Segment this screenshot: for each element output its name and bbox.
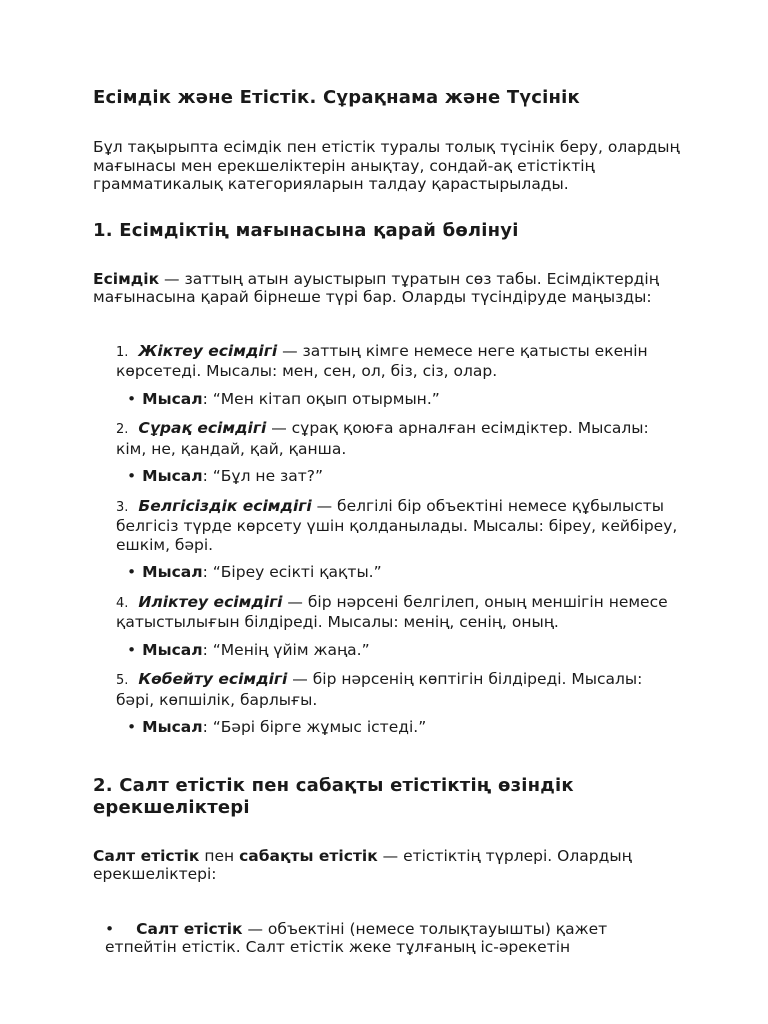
list-item-text <box>93 497 683 555</box>
list-desc: — заттың кімге немесе неге қатысты екенін көрсетеді. Мысалы: мен, сен, ол, біз, сіз, олар. <box>116 341 648 380</box>
section2-text: — етістіктің түрлері. Олардың ерекшеліктері: <box>93 846 632 883</box>
example-text: : “Бәрі бірге жұмыс істеді.” <box>202 718 427 736</box>
document-page <box>93 86 683 957</box>
pronoun-types-list <box>93 342 683 737</box>
section2-paragraph <box>93 847 683 884</box>
list-term: Сұрақ есімдігі <box>138 419 267 437</box>
list-item <box>93 342 683 409</box>
example-line <box>93 718 683 737</box>
bullet-icon: • <box>127 718 137 736</box>
list-item-text <box>93 670 683 709</box>
example-line <box>93 563 683 582</box>
section1-text: — заттың атын ауыстырып тұратын сөз табы. Есімдіктердің мағынасына қарай бірнеше түрі бар. Оларды түсіндіруде маңызды: <box>93 269 659 306</box>
list-number: 4. <box>116 595 129 611</box>
list-item-text <box>93 419 683 458</box>
list-item <box>93 670 683 737</box>
example-text: : “Менің үйім жаңа.” <box>202 640 370 659</box>
list-item-text <box>93 593 683 632</box>
example-text: : “Мен кітап оқып отырмын.” <box>202 389 440 408</box>
page-title: Есімдік және Етістік. Сұрақнама және Түсінік <box>93 87 580 108</box>
example-label: Мысал <box>142 467 203 485</box>
list-item <box>105 920 683 957</box>
list-item <box>93 593 683 660</box>
list-desc: — объектіні (немесе толықтауышты) қажет етпейтін етістік. Салт етістік жеке тұлғаның іс-әрекетін <box>105 919 608 956</box>
example-line <box>93 467 683 486</box>
bullet-icon: • <box>127 467 137 485</box>
example-label: Мысал <box>142 563 203 581</box>
section2-term2: сабақты етістік <box>239 846 378 865</box>
list-desc: — бір нәрсенің көптігін білдіреді. Мысалы: бәрі, көпшілік, барлығы. <box>116 670 643 709</box>
example-label: Мысал <box>142 718 203 736</box>
list-desc: — сұрақ қоюға арналған есімдіктер. Мысалы: кім, не, қандай, қай, қанша. <box>116 419 649 458</box>
intro-paragraph: Бұл тақырыпта есімдік пен етістік туралы толық түсінік беру, олардың мағынасы мен ерекшеліктерін анықтау, сондай-ақ етістіктің грамматикалық категорияларын талдау қарастырылады. <box>93 138 680 193</box>
list-term: Көбейту есімдігі <box>138 670 288 688</box>
list-number: 1. <box>116 344 129 360</box>
section2-heading: 2. Салт етістік пен сабақты етістіктің өзіндік ерекшеліктері <box>93 774 574 818</box>
example-line <box>93 641 683 660</box>
section2-mid: пен <box>199 846 240 865</box>
bullet-icon: • <box>127 563 137 581</box>
list-term: Жіктеу есімдігі <box>138 341 278 360</box>
list-item <box>93 419 683 486</box>
verb-types-list <box>93 920 683 957</box>
list-number: 3. <box>116 499 129 515</box>
example-label: Мысал <box>142 640 203 659</box>
section1-term: Есімдік <box>93 269 160 288</box>
example-text: : “Бұл не зат?” <box>202 467 324 485</box>
list-number: 2. <box>116 422 129 437</box>
list-item <box>93 497 683 582</box>
bullet-icon: • <box>127 640 137 659</box>
section1-paragraph <box>93 270 683 307</box>
list-term: Салт етістік <box>136 919 243 938</box>
example-text: : “Біреу есікті қақты.” <box>202 563 382 581</box>
section2-term1: Салт етістік <box>93 846 200 865</box>
list-desc: — белгілі бір объектіні немесе құбылысты белгісіз түрде көрсету үшін қолданылады. Мысалы: біреу, кейбіреу, ешкім, бәрі. <box>116 496 678 554</box>
section1-heading: 1. Есімдіктің мағынасына қарай бөлінуі <box>93 219 519 241</box>
example-label: Мысал <box>142 389 203 408</box>
list-number: 5. <box>116 673 129 688</box>
list-desc: — бір нәрсені белгілеп, оның меншігін немесе қатыстылығын білдіреді. Мысалы: менің, сенің, оның. <box>116 592 668 631</box>
bullet-icon: • <box>105 919 115 938</box>
example-line <box>93 390 683 409</box>
list-term: Белгісіздік есімдігі <box>138 496 312 515</box>
list-term: Иліктеу есімдігі <box>138 592 283 611</box>
list-item-text <box>93 342 683 381</box>
bullet-icon: • <box>127 389 137 408</box>
